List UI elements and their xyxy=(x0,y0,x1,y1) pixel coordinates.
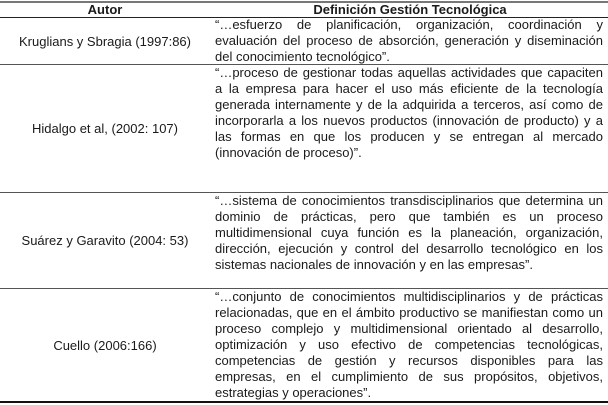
table-row-definition: “…esfuerzo de planificación, organización, coordinación y evaluación del proceso de absorción, generación y diseminación del conocimiento tecnológico”. xyxy=(215,17,603,64)
table-row-author: Hidalgo et al, (2002: 107) xyxy=(32,121,178,136)
table-bottom-rule xyxy=(0,401,608,403)
header-autor: Autor xyxy=(87,2,123,17)
table-row-author: Suárez y Garavito (2004: 53) xyxy=(21,233,189,248)
table-row-author: Cuello (2006:166) xyxy=(53,337,157,353)
table-row-author: Kruglians y Sbragia (1997:86) xyxy=(19,33,191,49)
header-definicion: Definición Gestión Tecnológica xyxy=(313,2,507,17)
table-row-definition: “…conjunto de conocimientos multidisciplinarios y de prácticas relacionadas, que en el ámbito productivo se manifiestan como un proceso complejo y multidimensional orientado al desarrollo, optimización y uso efectivo de competencias tecnológicas, competencias de gestión y recursos disponibles para las empresas, en el cumplimiento de sus propósitos, objetivos, estrategias y operaciones”. xyxy=(215,289,603,400)
table-row-definition: “…sistema de conocimientos transdisciplinarios que determina un dominio de prácticas, pero que también es un proceso multidimensional cuya función es la planeación, organización, dirección, ejecución y control del desarrollo tecnológico en los sistemas nacionales de innovación y en las empresas”. xyxy=(215,193,603,272)
table-row-definition: “…proceso de gestionar todas aquellas actividades que capaciten a la empresa para hacer el uso más eficiente de la tecnología generada internamente y de la adquirida a terceros, así como de incorporarla a los nuevos productos (innovación de producto) y a las formas en que los producen y se entregan al mercado (innovación de proceso)”. xyxy=(215,65,603,160)
